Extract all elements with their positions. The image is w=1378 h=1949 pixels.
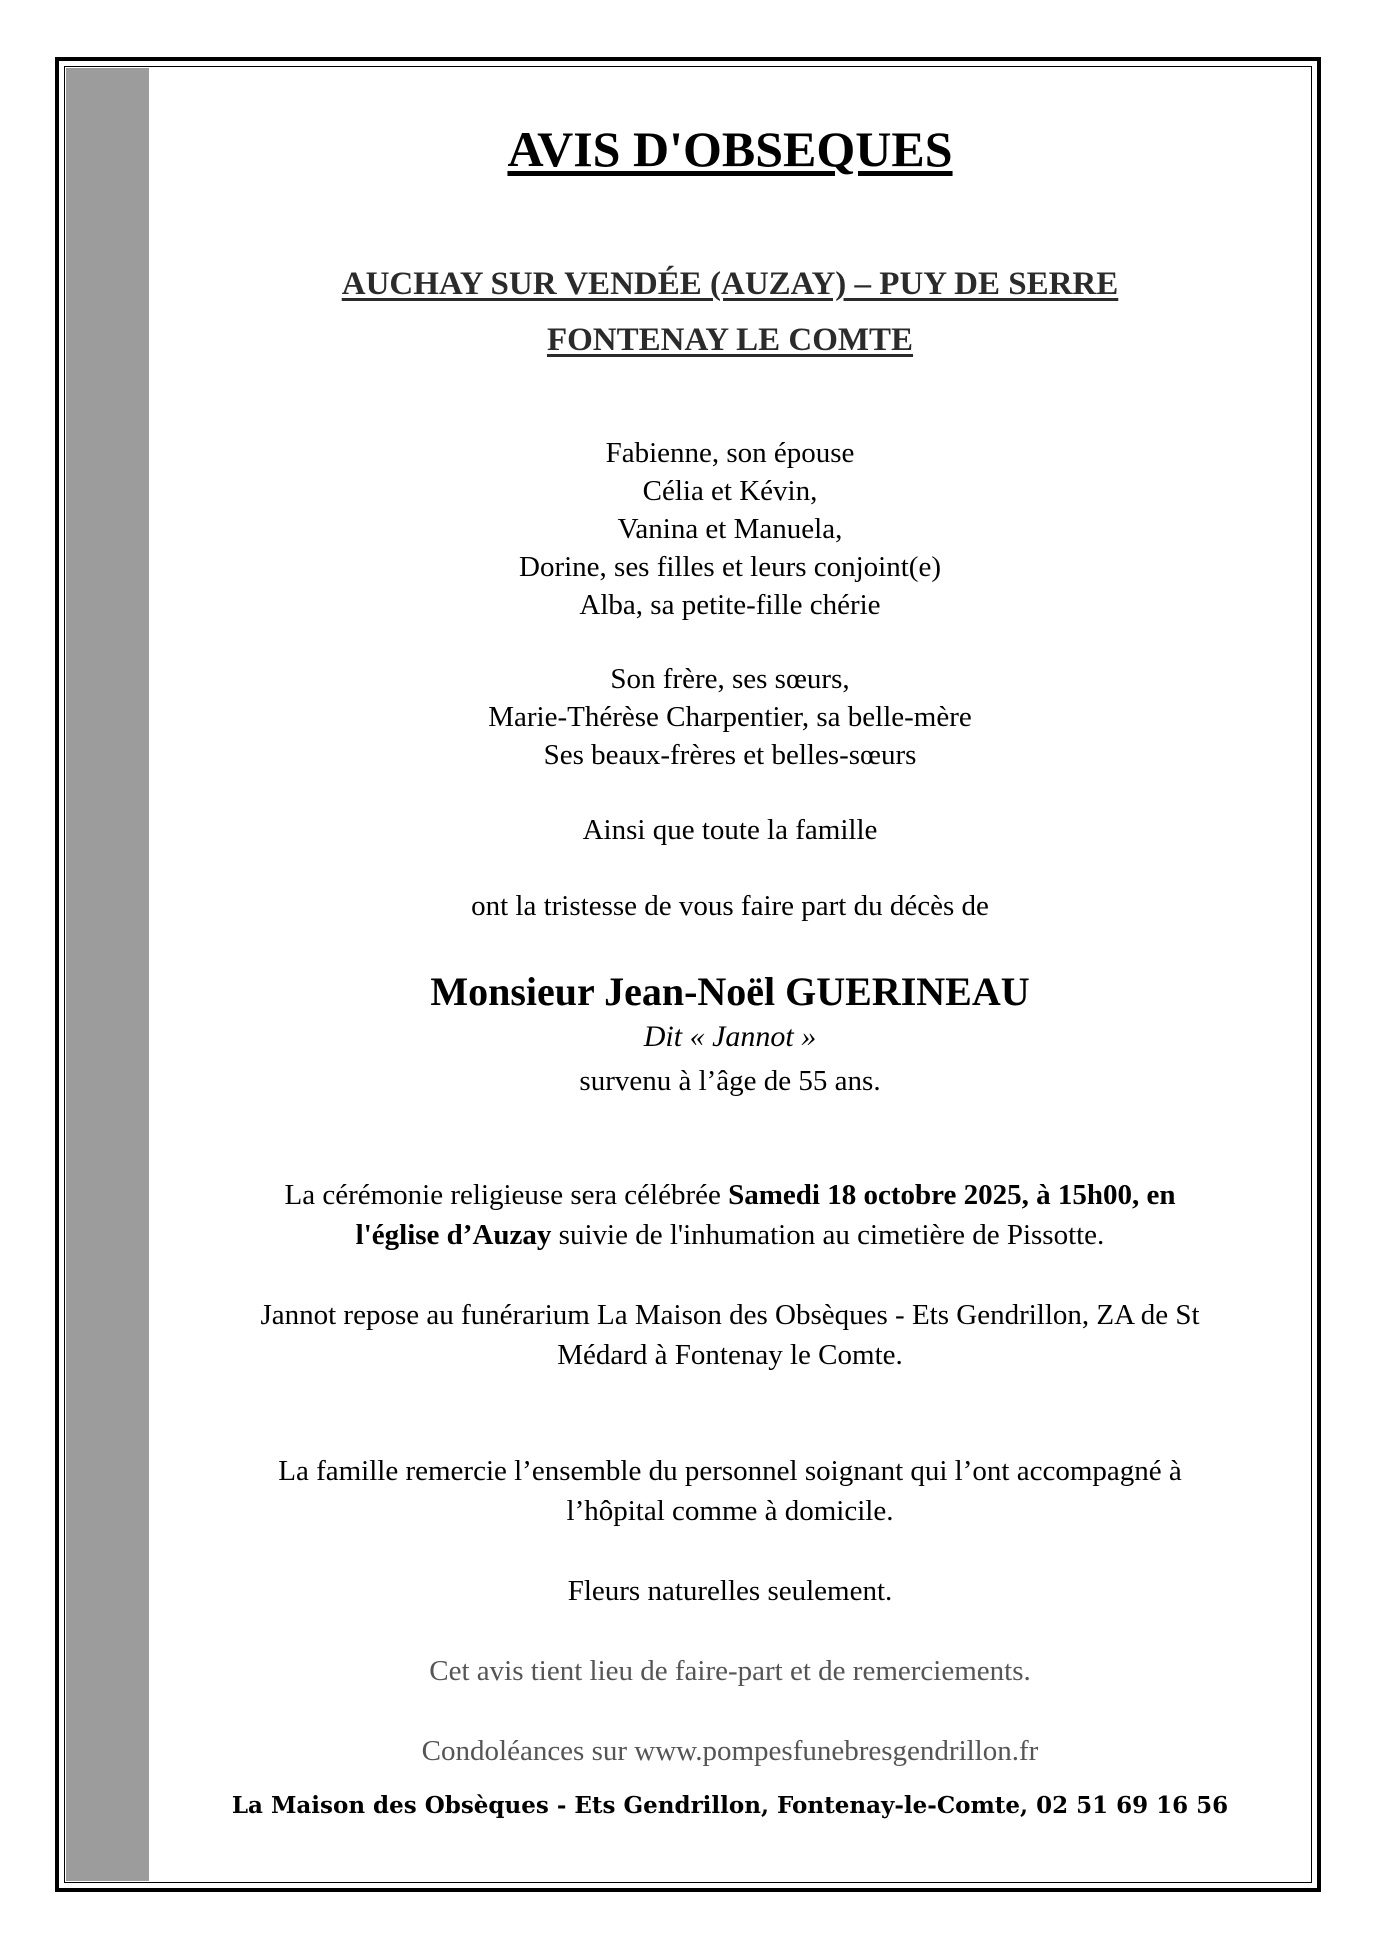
extended-family: Ainsi que toute la famille <box>582 814 878 846</box>
condolences-link[interactable]: Condoléances sur www.pompesfunebresgendrillon.fr <box>421 1735 1039 1767</box>
notice-content <box>149 68 1311 1881</box>
family-line: Fabienne, son épouse <box>605 437 855 469</box>
family-line: Dorine, ses filles et leurs conjoint(e) <box>519 551 941 583</box>
flowers-note: Fleurs naturelles seulement. <box>567 1575 893 1607</box>
relatives-line: Son frère, ses sœurs, <box>610 663 850 695</box>
thanks-line-2: l’hôpital comme à domicile. <box>566 1495 894 1527</box>
deceased-nickname: Dit « Jannot » <box>643 1020 817 1053</box>
repose-line-2: Médard à Fontenay le Comte. <box>557 1339 903 1371</box>
thanks-line-1: La famille remercie l’ensemble du personnel soignant qui l’ont accompagné à <box>278 1455 1182 1487</box>
announcement: ont la tristesse de vous faire part du décès de <box>471 890 989 922</box>
ceremony-place: l'église d’Auzay <box>355 1219 552 1251</box>
ceremony-date-time: Samedi 18 octobre 2025, à 15h00, en <box>728 1179 1176 1211</box>
deceased-age: survenu à l’âge de 55 ans. <box>579 1065 881 1097</box>
deceased-name: Monsieur Jean-Noël GUERINEAU <box>430 969 1030 1014</box>
family-line: Célia et Kévin, <box>642 475 818 507</box>
location-line-2: FONTENAY LE COMTE <box>546 322 914 358</box>
family-line: Alba, sa petite-fille chérie <box>579 589 881 621</box>
ceremony-line-1 <box>149 1176 1311 1214</box>
ceremony-rest: suivie de l'inhumation au cimetière de Pissotte. <box>551 1219 1105 1251</box>
notice-title: AVIS D'OBSEQUES <box>507 121 953 177</box>
ceremony-intro: La cérémonie religieuse sera célébrée <box>284 1179 729 1211</box>
relatives-line: Marie-Thérèse Charpentier, sa belle-mère <box>488 701 972 733</box>
notice-statement: Cet avis tient lieu de faire-part et de remerciements. <box>429 1655 1031 1687</box>
grey-side-bar <box>66 68 149 1881</box>
ceremony-line-2 <box>149 1216 1311 1254</box>
location-line-1: AUCHAY SUR VENDÉE (AUZAY) – PUY DE SERRE <box>341 266 1119 302</box>
repose-line-1: Jannot repose au funérarium La Maison des Obsèques - Ets Gendrillon, ZA de St <box>260 1299 1200 1331</box>
relatives-line: Ses beaux-frères et belles-sœurs <box>543 739 917 771</box>
funeral-home-footer: La Maison des Obsèques - Ets Gendrillon, Fontenay-le-Comte, 02 51 69 16 56 <box>231 1792 1229 1819</box>
family-line: Vanina et Manuela, <box>617 513 843 545</box>
